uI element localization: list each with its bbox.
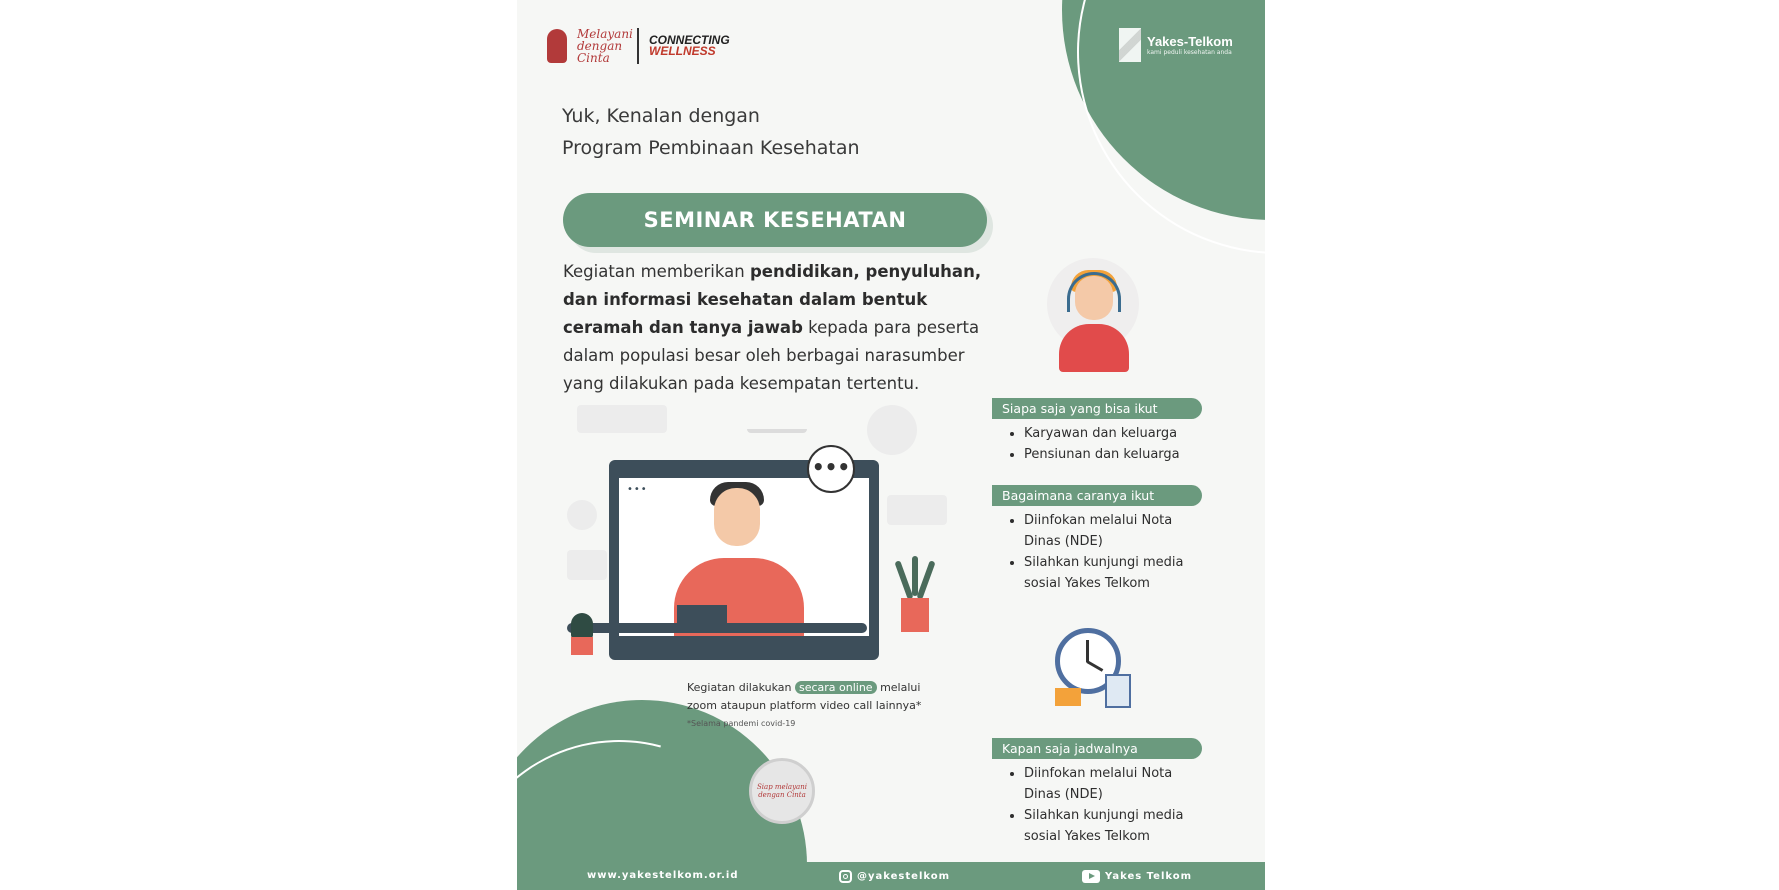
list-item: • Karyawan dan keluarga [1024,423,1202,444]
caption-line-2: zoom ataupun platform video call lainnya* [687,699,922,712]
video-screen [619,478,869,636]
decorative-pie-icon [867,405,917,455]
plant-leaf [894,560,913,600]
online-caption [687,679,921,733]
description-text-2: kepada para peserta dalam populasi besar oleh berbagai narasumber yang dilakukan pada kesempatan tertentu. [563,318,980,393]
online-highlight: secara online [795,681,877,694]
yakes-telkom-tagline: kami peduli kesehatan anda [1147,49,1232,56]
description-bold-text: pendidikan, penyuluhan, dan informasi kesehatan dalam bentuk ceramah dan tanya jawab [563,262,982,337]
section-how [992,485,1202,594]
caption-post: melalui [876,681,921,694]
badge-text: Siap melayani dengan Cinta [757,783,807,799]
decorative-card [887,495,947,525]
seminar-heading-pill: SEMINAR KESEHATAN [563,193,987,247]
poster [517,0,1265,890]
yakes-telkom-logo [1119,28,1233,62]
youtube-channel[interactable]: Yakes Telkom [1105,871,1193,882]
campaign-badge [749,758,815,824]
section-who [992,398,1202,465]
cactus-pot [571,637,593,655]
section-heading: Bagaimana caranya ikut [992,485,1202,506]
list-item: • Pensiunan dan keluarga [1024,444,1202,465]
website-link[interactable]: www.yakestelkom.or.id [587,870,739,881]
list-item: • Diinfokan melalui Nota Dinas (NDE) [1024,510,1202,552]
speaker-head [714,488,760,546]
window-dots-icon: ••• [627,484,648,495]
logo-divider [637,28,639,64]
section-list [992,763,1202,847]
section-heading: Kapan saja jadwalnya [992,738,1202,759]
plant-leaf [916,560,935,600]
title-line-1: Yuk, Kenalan dengan [562,105,760,127]
clipboard-icon [1105,674,1131,708]
footer-bar [517,862,1265,890]
program-description [563,258,993,398]
decorative-books [567,550,607,580]
decorative-donut-icon [567,500,597,530]
youtube-icon [1082,870,1100,883]
instagram-icon [839,870,852,883]
connecting-text: CONNECTING [649,33,730,47]
speech-bubble-icon: ••• [807,445,855,493]
footer-youtube[interactable] [1082,870,1192,883]
campaign-logo [547,28,730,64]
customer-service-avatar [1047,258,1139,378]
caption-pre: Kegiatan dilakukan [687,681,795,694]
plant-icon [897,560,933,632]
video-call-illustration [567,405,987,680]
section-list [992,423,1202,465]
clock-hand [1086,640,1089,662]
caption-note: *Selama pandemi covid-19 [687,719,796,728]
plant-leaf [912,556,918,596]
list-item: • Silahkan kunjungi media sosial Yakes Telkom [1024,552,1202,594]
caption-line-1 [687,679,921,697]
plant-pot [901,598,929,632]
yakes-telkom-mark-icon [1119,28,1141,62]
footer-website[interactable] [587,870,738,881]
description-text-1: Kegiatan memberikan [563,262,750,281]
laptop-base [567,623,867,633]
page-title [562,100,860,164]
decorative-bars-icon [747,405,807,433]
list-item: • Silahkan kunjungi media sosial Yakes Telkom [1024,805,1202,847]
connecting-wellness-logo [649,35,730,57]
title-line-2: Program Pembinaan Kesehatan [562,137,860,159]
campaign-script-text: Melayani dengan Cinta [577,27,633,65]
cactus [571,613,593,639]
list-item: • Diinfokan melalui Nota Dinas (NDE) [1024,763,1202,805]
laptop-stand [677,605,727,623]
cactus-icon [567,613,597,658]
instagram-handle[interactable]: @yakestelkom [857,871,951,882]
avatar-body [1059,324,1129,372]
yakes-telkom-name: Yakes-Telkom [1147,34,1233,49]
envelope-icon [1055,688,1081,706]
clock-schedule-illustration [1055,620,1135,710]
section-heading: Siapa saja yang bisa ikut [992,398,1202,419]
wellness-text: WELLNESS [649,44,716,58]
section-list [992,510,1202,594]
campaign-mascot-icon [547,29,567,63]
footer-instagram[interactable] [839,870,950,883]
decorative-card [577,405,667,433]
section-when [992,738,1202,847]
